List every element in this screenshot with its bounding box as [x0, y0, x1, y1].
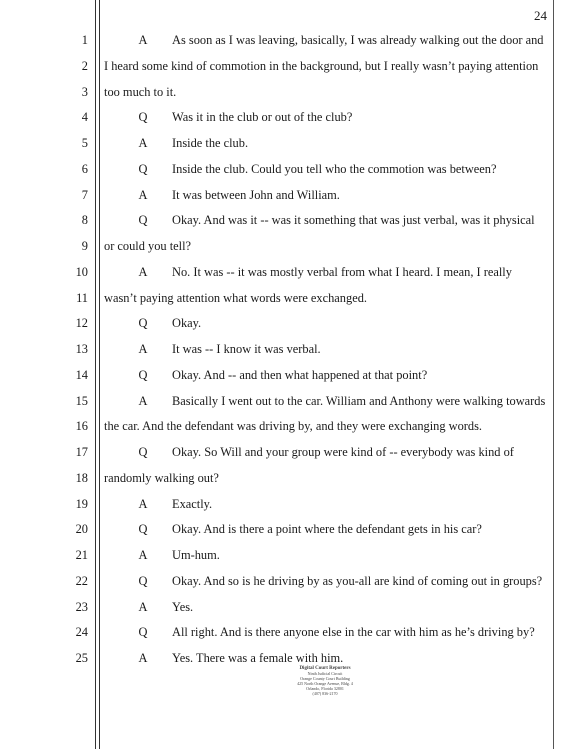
speaker-label: A	[138, 187, 148, 202]
line-number: 17	[75, 445, 88, 459]
line-text: Was it in the club or out of the club?	[172, 110, 353, 125]
speaker-label: Q	[138, 445, 148, 459]
transcript-line	[0, 313, 579, 333]
speaker-label: Q	[138, 522, 148, 537]
line-text: randomly walking out?	[104, 470, 219, 485]
line-number: 7	[81, 187, 88, 202]
transcript-line	[0, 416, 579, 436]
transcript-line	[0, 519, 579, 539]
reporter-footer	[270, 666, 380, 696]
reporter-address-line: Ninth Judicial Circuit	[307, 671, 343, 676]
reporter-address-line: (407) 836-2170	[312, 691, 338, 696]
line-text: Okay. And is there a point where the defendant gets in his car?	[172, 522, 482, 537]
line-number: 19	[75, 496, 88, 511]
line-number: 20	[75, 522, 88, 537]
transcript-line	[0, 107, 579, 127]
line-number: 21	[75, 548, 88, 562]
line-text: or could you tell?	[104, 239, 192, 253]
speaker-label: A	[138, 136, 148, 150]
line-number: 4	[81, 110, 88, 125]
line-text: Yes. There was a female with him.	[172, 651, 344, 665]
transcript-line	[0, 288, 579, 308]
speaker-label: A	[138, 496, 148, 511]
transcript-line	[0, 185, 579, 205]
speaker-label: Q	[138, 316, 148, 331]
speaker-label: Q	[138, 625, 148, 640]
speaker-label: Q	[138, 161, 148, 176]
line-text: Okay. And was it -- was it something that was just verbal, was it physical	[172, 213, 535, 228]
line-number: 22	[75, 573, 88, 588]
transcript-line	[0, 648, 579, 668]
line-text: the car. And the defendant was driving by, and they were exchanging words.	[104, 419, 483, 434]
speaker-label: A	[138, 264, 148, 279]
line-text: Basically I went out to the car. William and Anthony were walking towards	[172, 393, 546, 408]
transcript-line	[0, 571, 579, 591]
transcript-line	[0, 56, 579, 76]
line-text: Inside the club.	[172, 136, 249, 150]
transcript-line	[0, 339, 579, 359]
line-text: It was between John and William.	[172, 187, 340, 202]
line-text: I heard some kind of commotion in the background, but I really wasn’t paying attention	[104, 58, 539, 73]
speaker-label: Q	[138, 110, 148, 125]
line-number: 3	[81, 84, 88, 99]
speaker-label: Q	[138, 573, 148, 588]
line-number: 10	[75, 264, 88, 279]
line-number: 12	[75, 316, 88, 331]
line-number: 16	[75, 419, 88, 434]
transcript-line	[0, 82, 579, 102]
line-text: Yes.	[172, 599, 194, 614]
line-number: 1	[81, 33, 88, 47]
line-text: Okay. So Will and your group were kind of -- everybody was kind of	[172, 445, 514, 459]
line-text: Exactly.	[172, 496, 213, 511]
line-text: Okay.	[172, 316, 202, 331]
transcript-line	[0, 597, 579, 617]
transcript-line	[0, 159, 579, 179]
line-number: 8	[81, 213, 88, 228]
transcript-line	[0, 236, 579, 256]
speaker-label: A	[138, 548, 148, 562]
line-text: too much to it.	[104, 84, 177, 99]
transcript-line	[0, 545, 579, 565]
line-number: 2	[81, 58, 88, 73]
transcript-line	[0, 133, 579, 153]
line-number: 15	[75, 393, 88, 408]
transcript-line	[0, 365, 579, 385]
reporter-address-line: 425 North Orange Avenue, Bldg. 4	[297, 681, 353, 686]
transcript-line	[0, 494, 579, 514]
transcript-line	[0, 210, 579, 230]
line-number: 13	[75, 342, 88, 356]
page-number: 24	[534, 8, 547, 23]
line-text: No. It was -- it was mostly verbal from what I heard. I mean, I really	[172, 264, 512, 279]
transcript-line	[0, 468, 579, 488]
transcript-line	[0, 391, 579, 411]
reporter-address-line: Orlando, Florida 32801	[306, 686, 344, 691]
line-number: 5	[81, 136, 88, 150]
line-number: 24	[75, 625, 88, 640]
speaker-label: A	[138, 651, 148, 665]
line-number: 9	[81, 239, 88, 253]
speaker-label: Q	[138, 367, 148, 382]
speaker-label: Q	[138, 213, 148, 228]
transcript-line	[0, 262, 579, 282]
line-text: As soon as I was leaving, basically, I was already walking out the door and	[172, 33, 544, 47]
line-number: 23	[75, 599, 88, 614]
transcript-line	[0, 622, 579, 642]
line-number: 25	[75, 651, 88, 665]
line-text: All right. And is there anyone else in the car with him as he’s driving by?	[172, 625, 535, 640]
speaker-label: A	[138, 342, 148, 356]
line-number: 18	[75, 470, 88, 485]
line-text: Um-hum.	[172, 548, 220, 562]
reporter-name: Digital Court Reporters	[299, 666, 351, 671]
line-text: Inside the club. Could you tell who the commotion was between?	[172, 161, 497, 176]
transcript-line	[0, 442, 579, 462]
line-text: It was -- I know it was verbal.	[172, 342, 321, 356]
speaker-label: A	[138, 393, 148, 408]
reporter-address-line: Orange County Court Building	[300, 676, 350, 681]
line-number: 11	[76, 290, 88, 305]
line-text: Okay. And so is he driving by as you-all are kind of coming out in groups?	[172, 573, 543, 588]
speaker-label: A	[138, 599, 148, 614]
line-text: Okay. And -- and then what happened at that point?	[172, 367, 428, 382]
line-number: 6	[81, 161, 88, 176]
line-text: wasn’t paying attention what words were exchanged.	[104, 290, 367, 305]
speaker-label: A	[138, 33, 148, 47]
transcript-line	[0, 30, 579, 50]
line-number: 14	[75, 367, 88, 382]
